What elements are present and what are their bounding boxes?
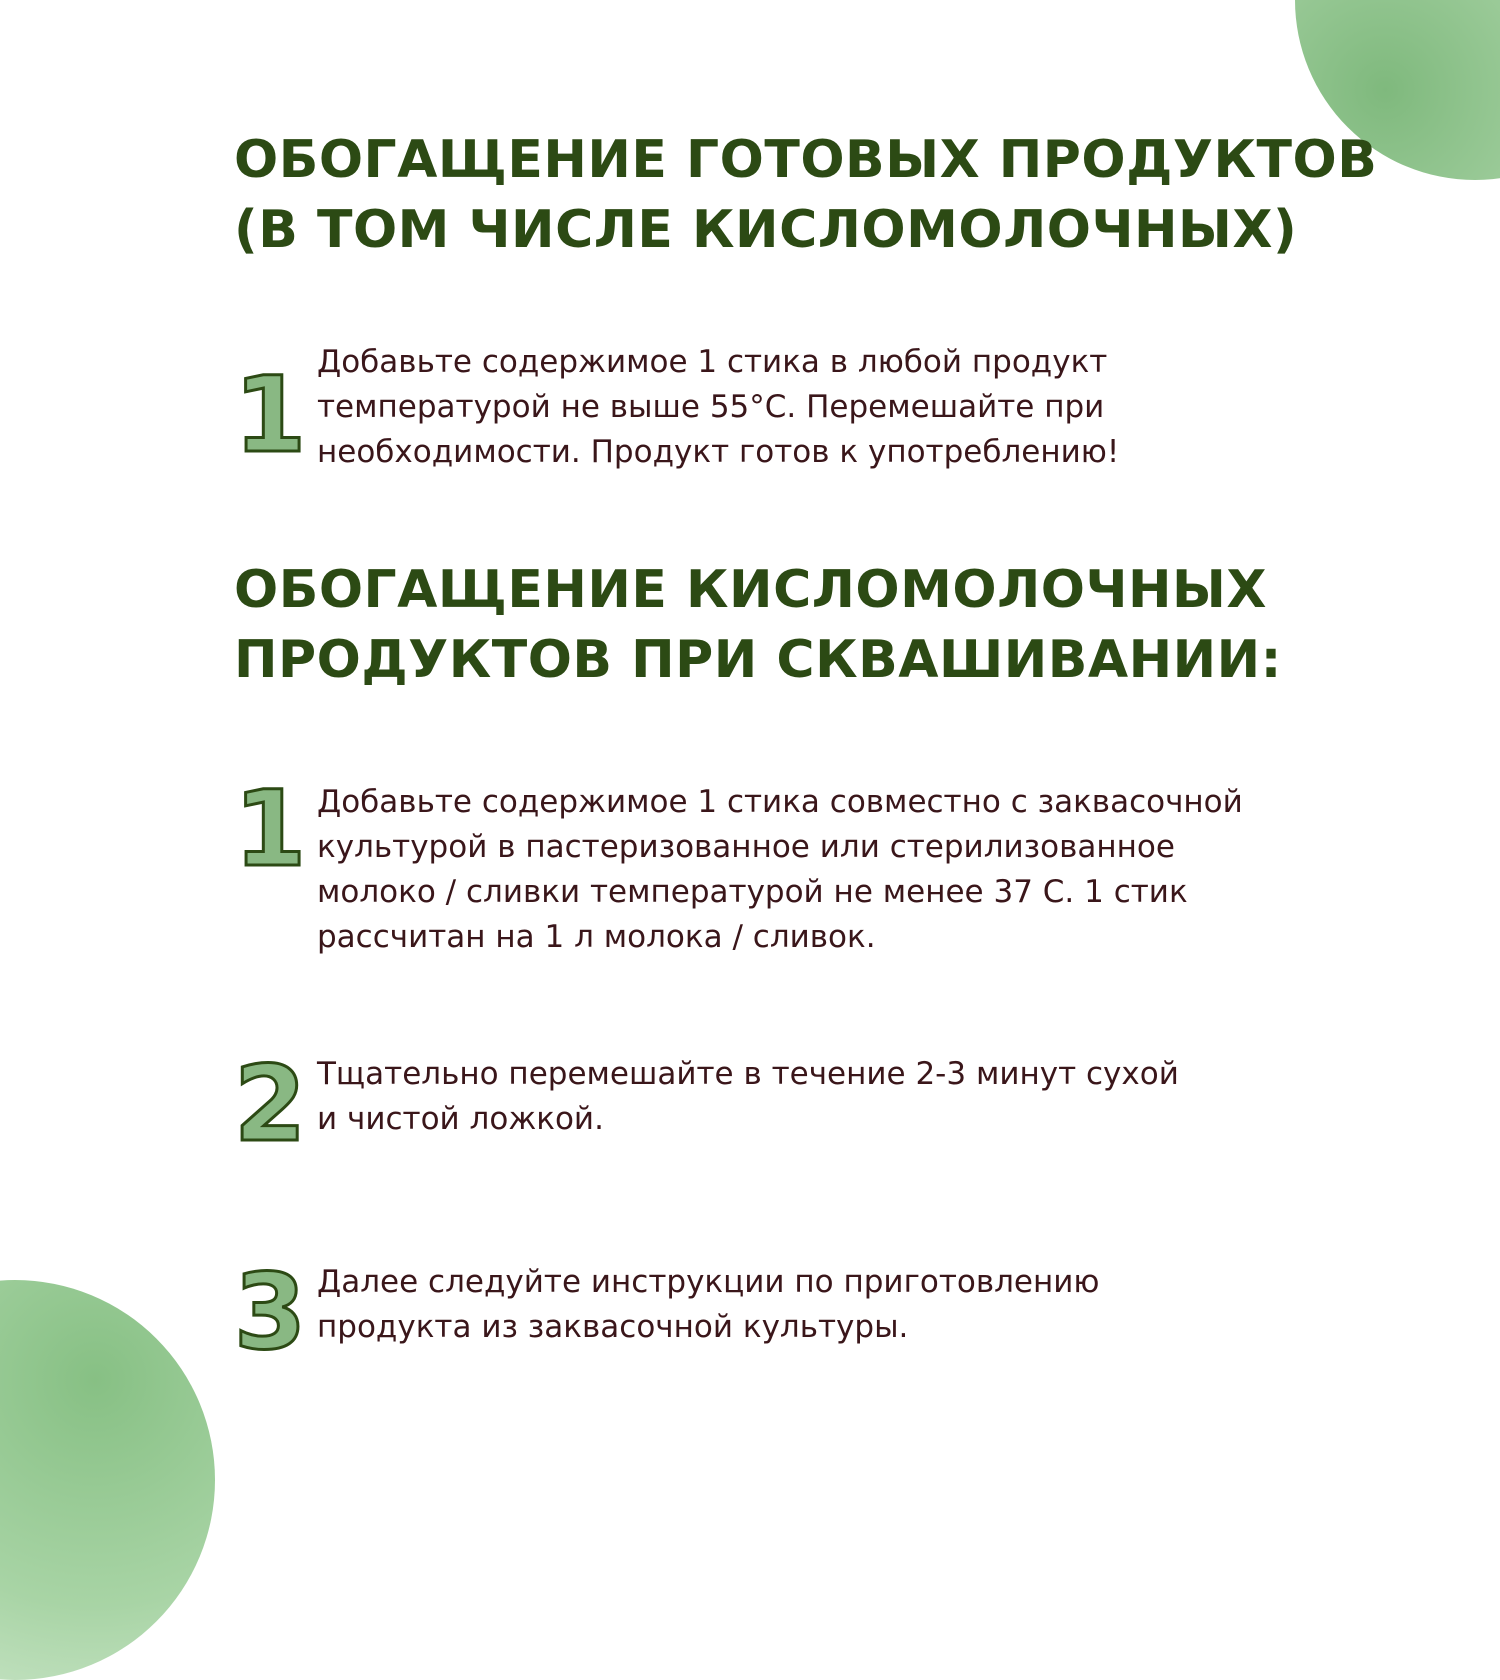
step-text: Далее следуйте инструкции по приготовлению продукта из заквасочной культуры.	[317, 1264, 1100, 1345]
step-text: Добавьте содержимое 1 стика совместно с заквасочной культурой в пастеризованное или стерилизованное молоко / сливки температурой не менее 37 С. 1 стик рассчитан на 1 л молока / сливок.	[317, 784, 1243, 955]
section-1-title-line-2: (В ТОМ ЧИСЛЕ КИСЛОМОЛОЧНЫХ)	[234, 200, 1298, 260]
step-number-1: 1	[233, 768, 307, 890]
step-number-2: 2	[233, 1043, 307, 1165]
section-2-title	[234, 555, 1282, 695]
section-1-title	[234, 125, 1377, 265]
section-2-title-line-1: ОБОГАЩЕНИЕ КИСЛОМОЛОЧНЫХ	[234, 560, 1267, 620]
step-number-1: 1	[233, 354, 307, 476]
step-number-3: 3	[233, 1251, 307, 1373]
section-1-title-line-1: ОБОГАЩЕНИЕ ГОТОВЫХ ПРОДУКТОВ	[234, 130, 1378, 190]
step-text: Тщательно перемешайте в течение 2-3 минут сухой и чистой ложкой.	[317, 1056, 1179, 1137]
section-2-title-line-2: ПРОДУКТОВ ПРИ СКВАШИВАНИИ:	[234, 630, 1282, 690]
decorative-circle-bottom-left	[0, 1280, 215, 1680]
step-text: Добавьте содержимое 1 стика в любой продукт температурой не выше 55°С. Перемешайте при необходимости. Продукт готов к употреблению!	[317, 344, 1120, 470]
